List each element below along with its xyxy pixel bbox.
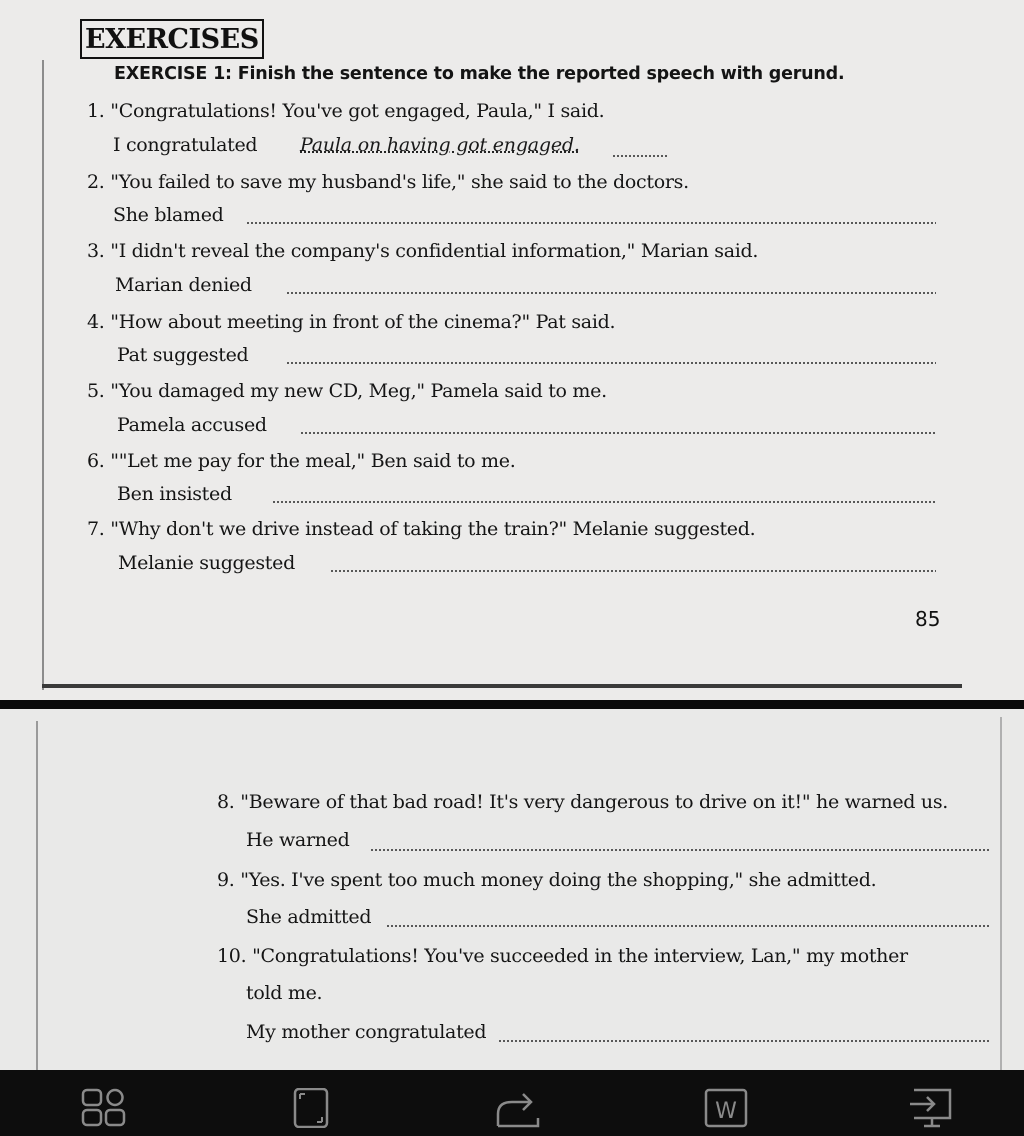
answer-stem-8: He warned [246,829,350,851]
multi-window-icon[interactable] [80,1088,128,1128]
answer-stem-5: Pamela accused [117,414,267,436]
page-edge-line-right [1000,717,1002,1070]
answer-line-6[interactable] [272,501,936,503]
answer-stem-4: Pat suggested [117,344,249,366]
answer-stem-9: She admitted [246,906,372,928]
page-bottom-rule [42,684,962,688]
svg-text:W: W [715,1099,737,1124]
question-10: 10. "Congratulations! You've succeeded in the interview, Lan," my mother [217,945,908,967]
answer-line-10[interactable] [498,1040,990,1042]
answer-line-1 [612,155,668,157]
answer-line-5[interactable] [300,432,936,434]
document-page-bottom [0,709,1024,1070]
word-icon[interactable] [702,1088,750,1128]
answer-line-3[interactable] [286,292,936,294]
question-5: 5. "You damaged my new CD, Meg," Pamela said to me. [87,380,607,402]
page-separator [0,700,1024,709]
page-edge-line-left [36,721,38,1070]
question-10-continued: told me. [246,982,323,1004]
answer-stem-3: Marian denied [115,274,252,296]
bottom-toolbar [0,1070,1024,1136]
answer-stem-2: She blamed [113,204,224,226]
answer-line-8[interactable] [370,849,990,851]
answer-stem-10: My mother congratulated [246,1021,487,1043]
question-1: 1. "Congratulations! You've got engaged, Paula," I said. [87,100,605,122]
exercise-heading: EXERCISE 1: Finish the sentence to make the reported speech with gerund. [114,64,845,84]
question-6: 6. ""Let me pay for the meal," Ben said to me. [87,450,516,472]
answer-stem-1: I congratulated [113,134,258,156]
share-icon[interactable] [494,1088,542,1128]
page-number: 85 [915,607,941,631]
question-7: 7. "Why don't we drive instead of taking the train?" Melanie suggested. [87,518,756,540]
section-title: EXERCISES [80,19,264,59]
answer-stem-7: Melanie suggested [118,552,295,574]
question-4: 4. "How about meeting in front of the cinema?" Pat said. [87,311,616,333]
question-2: 2. "You failed to save my husband's life," she said to the doctors. [87,171,689,193]
answer-line-9[interactable] [386,925,990,927]
answer-line-2[interactable] [246,222,936,224]
answer-text-1: Paula on having got engaged. [300,134,580,156]
question-8: 8. "Beware of that bad road! It's very dangerous to drive on it!" he warned us. [217,791,949,813]
answer-stem-6: Ben insisted [117,483,232,505]
answer-line-7[interactable] [330,570,936,572]
transfer-icon[interactable] [906,1088,954,1128]
question-3: 3. "I didn't reveal the company's confidential information," Marian said. [87,240,759,262]
question-9: 9. "Yes. I've spent too much money doing the shopping," she admitted. [217,869,877,891]
page-edge-line [42,60,44,690]
screenshot-frame-icon[interactable] [288,1088,336,1128]
answer-line-4[interactable] [286,362,936,364]
